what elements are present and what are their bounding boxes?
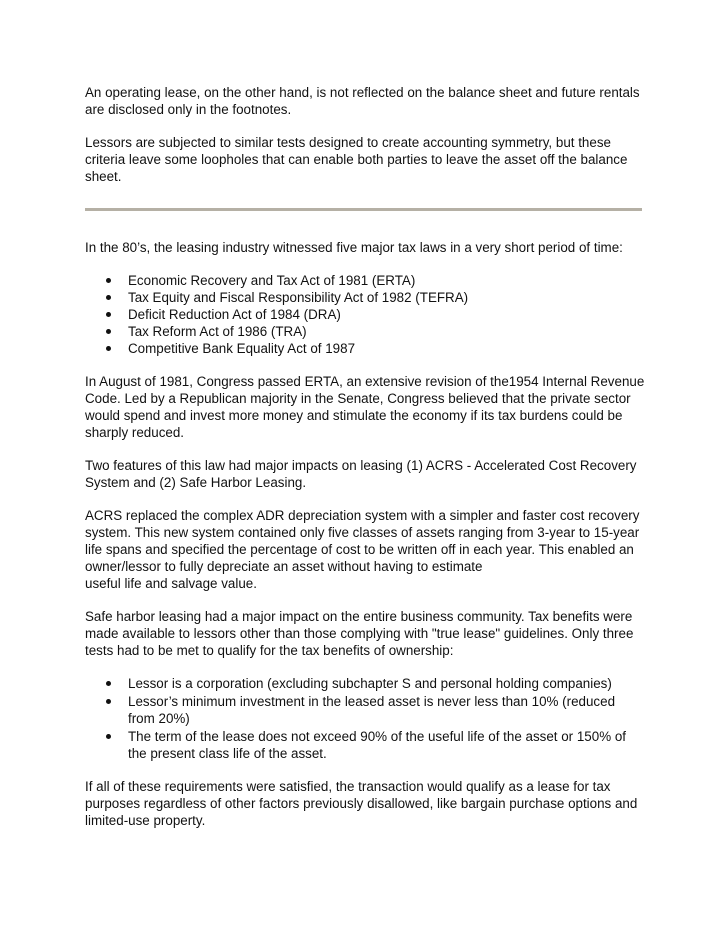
list-item-label: The term of the lease does not exceed 90% of the useful life of the asset or 150% of the present class life of the asset. (128, 729, 626, 761)
list-item (85, 306, 645, 323)
erta-paragraph: In August of 1981, Congress passed ERTA, an extensive revision of the1954 Internal Revenue Code. Led by a Republican majority in the Senate, Congress believed that the private sector would spend and invest more money and stimulate the economy if its tax burdens could be sharply reduced. (85, 374, 645, 440)
list-item (85, 675, 645, 692)
list-item (85, 272, 645, 289)
paragraph-gap (85, 118, 645, 134)
ownership-tests-list (85, 675, 645, 762)
bullet-icon (106, 681, 111, 686)
paragraph-gap (85, 441, 645, 457)
acrs-paragraph-text: ACRS replaced the complex ADR depreciation system with a simpler and faster cost recovery system. This new system contained only five classes of assets ranging from 3-year to 15-year life spans and specified the percentage of cost to be written off in each year. This enabled an owner/lessor to fully depreciate an asset without having to estimate (85, 508, 640, 574)
list-item-label: Tax Reform Act of 1986 (TRA) (128, 324, 307, 339)
document-page (85, 84, 645, 829)
list-item-label: Tax Equity and Fiscal Responsibility Act of 1982 (TEFRA) (128, 290, 469, 305)
bullet-icon (106, 295, 111, 300)
features-paragraph: Two features of this law had major impacts on leasing (1) ACRS - Accelerated Cost Recovery System and (2) Safe Harbor Leasing. (85, 458, 637, 490)
safe-harbor-paragraph: Safe harbor leasing had a major impact on the entire business community. Tax benefits were made available to lessors other than those complying with "true lease" guidelines. Only three tests had to be met to qualify for the tax benefits of ownership: (85, 609, 634, 658)
tax-laws-list (85, 272, 645, 357)
list-item (85, 289, 645, 306)
list-item (85, 323, 645, 340)
bullet-icon (106, 278, 111, 283)
paragraph-gap (85, 592, 645, 608)
list-item-label: Lessor’s minimum investment in the leased asset is never less than 10% (reduced from 20%) (128, 694, 616, 726)
bullet-icon (106, 346, 111, 351)
lessors-paragraph: Lessors are subjected to similar tests designed to create accounting symmetry, but these criteria leave some loopholes that can enable both parties to leave the asset off the balance sheet. (85, 135, 628, 184)
list-item-label: Lessor is a corporation (excluding subchapter S and personal holding companies) (128, 676, 612, 691)
horizontal-divider (85, 208, 642, 211)
bullet-icon (106, 734, 111, 739)
bullet-icon (106, 329, 111, 334)
eighties-intro-paragraph: In the 80’s, the leasing industry witnessed five major tax laws in a very short period of time: (85, 240, 623, 255)
operating-lease-paragraph: An operating lease, on the other hand, is not reflected on the balance sheet and future rentals are disclosed only in the footnotes. (85, 85, 640, 117)
list-item-label: Deficit Reduction Act of 1984 (DRA) (128, 307, 341, 322)
list-item (85, 693, 645, 727)
bullet-icon (106, 699, 111, 704)
list-item-label: Economic Recovery and Tax Act of 1981 (ERTA) (128, 273, 416, 288)
paragraph-gap (85, 491, 645, 507)
list-item-label: Competitive Bank Equality Act of 1987 (128, 341, 356, 356)
closing-paragraph: If all of these requirements were satisfied, the transaction would qualify as a lease for tax purposes regardless of other factors previously disallowed, like bargain purchase options and limited-use property. (85, 779, 638, 828)
list-item (85, 728, 645, 762)
acrs-paragraph-continuation: useful life and salvage value. (85, 576, 257, 591)
bullet-icon (106, 312, 111, 317)
list-item (85, 340, 645, 357)
acrs-paragraph (85, 507, 645, 592)
